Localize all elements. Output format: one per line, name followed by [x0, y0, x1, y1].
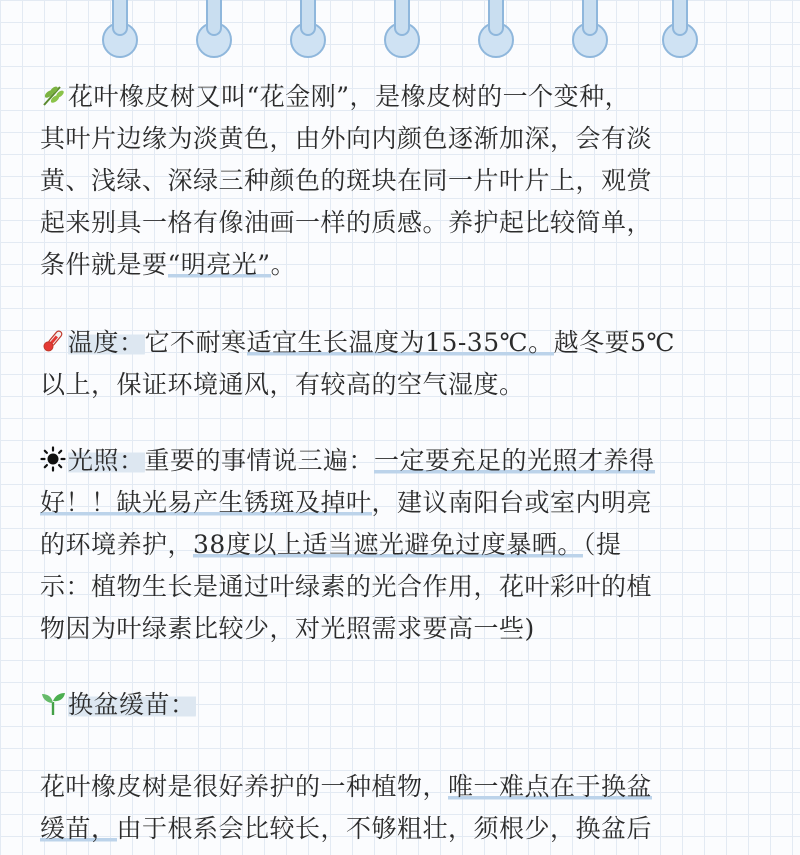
light-text: 重要的事情说三遍：	[144, 446, 375, 475]
light-line: 示：植物生长是通过叶绿素的光合作用，花叶彩叶的植	[40, 572, 653, 601]
binder-ring	[196, 0, 232, 58]
intro-line: 黄、浅绿、深绿三种颜色的斑块在同一片叶片上，观赏	[40, 166, 653, 195]
light-text: 的环境养护，	[40, 530, 194, 559]
seedling-icon	[40, 690, 66, 716]
light-section	[40, 440, 770, 650]
highlight-text: 一定要充足的光照才养得	[374, 446, 655, 475]
repot-text: 由于根系会比较长，不够粗壮，须根少，换盆后	[116, 814, 653, 843]
temperature-line: 以上，保证环境通风，有较高的空气湿度。	[40, 370, 525, 399]
intro-text: 。	[270, 250, 297, 279]
light-line	[40, 440, 770, 482]
thermometer-icon	[40, 328, 66, 354]
highlight-text: 唯一难点在于换盆	[448, 772, 653, 801]
repot-line	[40, 766, 770, 808]
binder-ring	[478, 0, 514, 58]
light-line: 物因为叶绿素比较少，对光照需求要高一些)	[40, 614, 535, 643]
intro-text: 花叶橡皮树又叫“花金刚”，是橡皮树的一个变种，	[68, 82, 631, 111]
binder-ring	[102, 0, 138, 58]
binder-rings	[0, 0, 800, 62]
binder-ring	[572, 0, 608, 58]
leaf-sprig-icon	[40, 82, 66, 108]
highlight-text: 好！！缺光易产生锈斑及掉叶	[40, 488, 372, 517]
highlight-text: “明亮光”	[167, 250, 271, 279]
binder-ring	[662, 0, 698, 58]
intro-line: 其叶片边缘为淡黄色，由外向内颜色逐渐加深，会有淡	[40, 124, 653, 153]
repot-heading-line	[40, 684, 770, 726]
temperature-section	[40, 322, 770, 406]
temperature-line	[40, 322, 770, 364]
temperature-label: 温度：	[68, 328, 145, 357]
intro-line	[40, 244, 770, 286]
sun-icon	[40, 446, 66, 472]
temperature-text: 越冬要5℃	[553, 328, 675, 357]
light-text: ，建议南阳台或室内明亮	[371, 488, 653, 517]
binder-ring	[290, 0, 326, 58]
repot-line	[40, 808, 770, 850]
repot-text: 花叶橡皮树是很好养护的一种植物，	[40, 772, 449, 801]
light-label: 光照：	[68, 446, 145, 475]
highlight-text: 38度以上适当遮光避免过度暴晒。	[193, 530, 583, 559]
repot-heading	[40, 684, 770, 726]
light-line	[40, 524, 770, 566]
highlight-text: 缓苗，	[40, 814, 117, 843]
highlight-text: 适宜生长温度为15-35℃。	[246, 328, 554, 357]
light-line	[40, 482, 770, 524]
repot-label: 换盆缓苗：	[68, 690, 196, 719]
intro-paragraph	[40, 76, 770, 286]
intro-line: 起来别具一格有像油画一样的质感。养护起比较简单，	[40, 208, 653, 237]
intro-line	[40, 76, 770, 118]
temperature-text: 它不耐寒	[144, 328, 247, 357]
binder-ring	[384, 0, 420, 58]
intro-text: 条件就是要	[40, 250, 168, 279]
light-text: （提	[582, 530, 622, 559]
repot-paragraph	[40, 766, 770, 850]
